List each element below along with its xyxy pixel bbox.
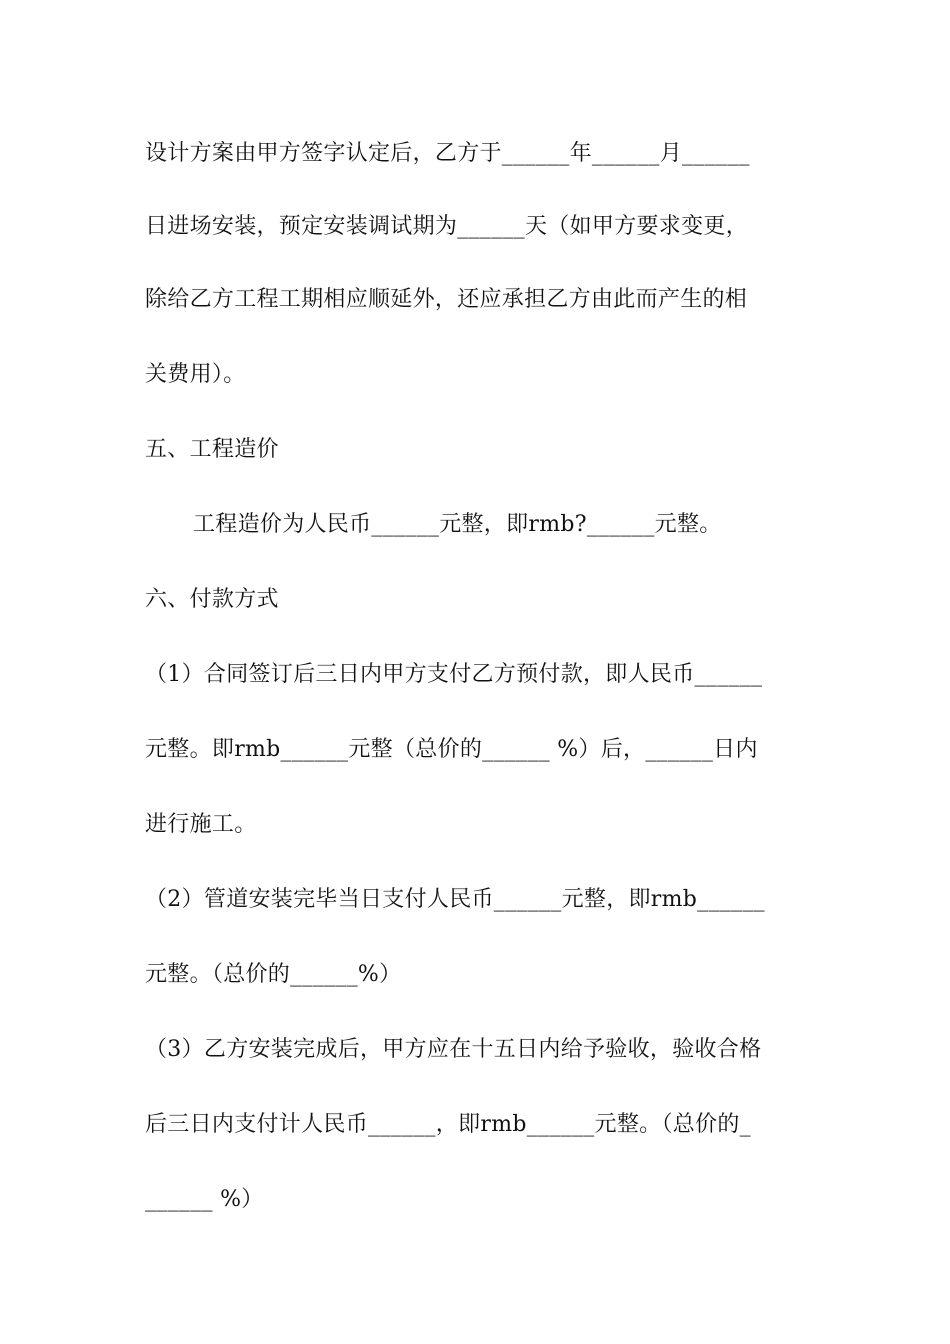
payment-item-2-line-1: （2）管道安装完毕当日支付人民币______元整，即rmb______ [145,887,765,912]
paragraph-project-cost: 工程造价为人民币______元整，即rmb?______元整。 [193,512,722,537]
paragraph-line-3: 除给乙方工程工期相应顺延外，还应承担乙方由此而产生的相 [145,287,748,312]
section-heading-five: 五、工程造价 [145,437,279,462]
paragraph-line-1: 设计方案由甲方签字认定后，乙方于______年______月______ [145,141,750,166]
payment-item-3-line-1: （3）乙方安装完成后，甲方应在十五日内给予验收，验收合格 [145,1037,762,1062]
payment-item-3-line-3: ______ %） [145,1187,264,1212]
payment-item-1-line-2: 元整。即rmb______元整（总价的______ %）后，______日内 [145,737,758,762]
payment-item-1-line-1: （1）合同签订后三日内甲方支付乙方预付款，即人民币______ [145,662,763,687]
paragraph-line-4: 关费用）。 [145,362,246,387]
payment-item-1-line-3: 进行施工。 [145,812,257,837]
paragraph-line-2: 日进场安装，预定安装调试期为______天（如甲方要求变更， [145,214,749,239]
section-heading-six: 六、付款方式 [145,587,279,612]
payment-item-2-line-2: 元整。（总价的______%） [145,962,402,987]
payment-item-3-line-2: 后三日内支付计人民币______，即rmb______元整。（总价的_ [145,1112,751,1137]
